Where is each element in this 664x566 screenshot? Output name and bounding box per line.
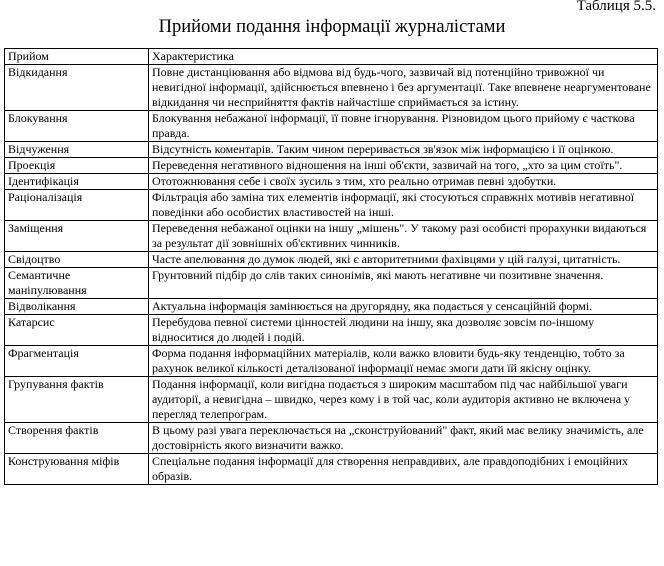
header-row	[5, 49, 658, 65]
characteristic-cell: Блокування небажаної інформації, її повне ігнорування. Різновидом цього прийому є часткова правда.	[149, 111, 658, 142]
technique-cell: Конструювання міфів	[5, 454, 149, 485]
characteristic-cell: Грунтовний підбір до слів таких синонімів, які мають негативне чи позитивне значення.	[149, 268, 658, 299]
table-row	[5, 454, 658, 485]
header-characteristic: Характеристика	[149, 49, 658, 65]
table-row	[5, 268, 658, 299]
table-row	[5, 174, 658, 190]
characteristic-cell: Повне дистанціювання або відмова від будь-чого, зазвичай від потенційно тривожної чи невигідної інформації, здійснюється впевнено і без аргументації. Таке впевнене неаргументоване відкидання чи несприйняття фактів найчастіше сприймається за істину.	[149, 65, 658, 111]
characteristic-cell: Переведення небажаної оцінки на іншу „мішень". У такому разі особисті прорахунки видаються за результат дії зовнішніх об'єктивних чинників.	[149, 221, 658, 252]
characteristic-cell: Фільтрація або заміна тих елементів інформації, які стосуються справжніх мотивів негативної поведінки або особистих властивостей на інші.	[149, 190, 658, 221]
characteristic-cell: Ототожнювання себе і своїх зусиль з тим, хто реально отримав певні здобутки.	[149, 174, 658, 190]
technique-cell: Катарсис	[5, 315, 149, 346]
characteristic-cell: Перебудова певної системи цінностей людини на іншу, яка дозволяє зовсім по-іншому відноситися до людей і подій.	[149, 315, 658, 346]
table-row	[5, 142, 658, 158]
table-row	[5, 111, 658, 142]
technique-cell: Проекція	[5, 158, 149, 174]
table-row	[5, 65, 658, 111]
characteristic-cell: В цьому разі увага переключається на „сконструйований" факт, який має велику значимість, але достовірність якого визначити важко.	[149, 423, 658, 454]
technique-cell: Ідентифікація	[5, 174, 149, 190]
techniques-table	[4, 48, 658, 485]
technique-cell: Раціоналізація	[5, 190, 149, 221]
technique-cell: Відчуження	[5, 142, 149, 158]
technique-cell: Відволікання	[5, 299, 149, 315]
technique-cell: Семантичне маніпулювання	[5, 268, 149, 299]
characteristic-cell: Актуальна інформація замінюється на другорядну, яка подається у сенсаційній формі.	[149, 299, 658, 315]
table-row	[5, 221, 658, 252]
table-row	[5, 423, 658, 454]
header-technique: Прийом	[5, 49, 149, 65]
table-number: Таблиця 5.5.	[576, 0, 656, 14]
table-row	[5, 252, 658, 268]
table-row	[5, 377, 658, 423]
table-row	[5, 346, 658, 377]
technique-cell: Створення фактів	[5, 423, 149, 454]
characteristic-cell: Спеціальне подання інформації для створення неправдивих, але правдоподібних і емоційних образів.	[149, 454, 658, 485]
characteristic-cell: Переведення негативного відношення на інші об'єкти, зазвичай на того, „хто за цим стоїть".	[149, 158, 658, 174]
technique-cell: Відкидання	[5, 65, 149, 111]
technique-cell: Фрагментація	[5, 346, 149, 377]
technique-cell: Заміщення	[5, 221, 149, 252]
table-row	[5, 190, 658, 221]
table-row	[5, 158, 658, 174]
table-title: Прийоми подання інформації журналістами	[158, 17, 506, 37]
table-row	[5, 299, 658, 315]
technique-cell: Блокування	[5, 111, 149, 142]
technique-cell: Свідоцтво	[5, 252, 149, 268]
characteristic-cell: Відсутність коментарів. Таким чином переривається зв'язок між інформацією і її оцінкою.	[149, 142, 658, 158]
characteristic-cell: Подання інформації, коли вигідна подається з широким масштабом під час найбільшої уваги аудиторії, а невигідна – швидко, через кому і в той час, коли аудиторія активно не включена у перегляд телепрограм.	[149, 377, 658, 423]
characteristic-cell: Часте апелювання до думок людей, які є авторитетними фахівцями у цій галузі, цитатність.	[149, 252, 658, 268]
characteristic-cell: Форма подання інформаційних матеріалів, коли важко вловити будь-яку тенденцію, тобто за рахунок великої кількості деталізованої інформації немає змоги дати їй якісну оцінку.	[149, 346, 658, 377]
table-row	[5, 315, 658, 346]
technique-cell: Групування фактів	[5, 377, 149, 423]
table-body	[5, 49, 658, 485]
